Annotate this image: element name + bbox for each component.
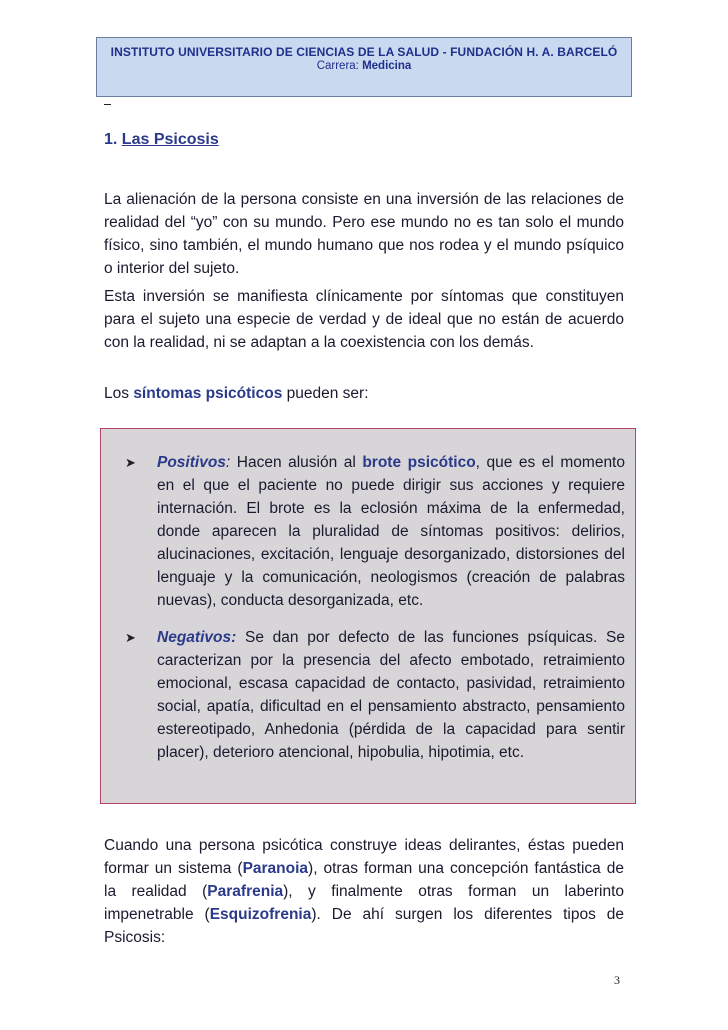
page-number: 3	[614, 973, 620, 987]
page-header	[96, 37, 632, 97]
keyword-parafrenia: Parafrenia	[207, 883, 284, 900]
paragraph-1: La alienación de la persona consiste en una inversión de las relaciones de realidad del “yo” con su mundo. Pero ese mundo no es tan solo el mundo físico, sino también, el mundo humano que nos rodea y el mundo psíquico o interior del sujeto.	[104, 191, 624, 277]
arrow-bullet-icon: ➤	[125, 630, 136, 645]
divider-dash	[104, 104, 111, 105]
section-title-text: Las Psicosis	[121, 131, 219, 148]
bullet-positivos-colon: :	[225, 454, 231, 471]
career-label: Carrera:	[316, 60, 359, 72]
bullet-positivos-post: , que es el momento en el que el paciente no puede dirigir sus acciones y requiere internación. El brote es la eclosión máxima de la enfermedad, donde aparecen la pluralidad de síntomas positivos: delirios, alucinaciones, excitación, lenguaje desorganizado, distorsiones del lenguaje y la comunicación, neologismos (creación de palabras nuevas), conducta desorganizada, etc.	[157, 454, 625, 609]
closing-a: Cuando una persona psicótica construye ideas delirantes, éstas pueden formar un sistema (	[104, 837, 624, 877]
career-line	[97, 60, 631, 72]
bullet-negativos-text	[157, 626, 625, 764]
closing-b: ), otras forman una concepción fantástica de la realidad (	[104, 860, 624, 900]
bullet-positivos	[125, 451, 625, 612]
paragraph-3-post: pueden ser:	[286, 385, 369, 402]
paragraph-3-keyword: síntomas psicóticos	[133, 385, 283, 402]
institution-name: INSTITUTO UNIVERSITARIO DE CIENCIAS DE LA SALUD - FUNDACIÓN H. A. BARCELÓ	[110, 45, 618, 59]
bullet-positivos-pre: Hacen alusión al	[236, 454, 356, 471]
bullet-negativos-body: Se dan por defecto de las funciones psíquicas. Se caracterizan por la presencia del afecto embotado, retraimiento emocional, escasa capacidad de contacto, pasividad, retraimiento social, apatía, dificultad en el pensamiento abstracto, pensamiento estereotipado, Anhedonia (pérdida de la capacidad para sentir placer), deterioro atencional, hipobulia, hipotimia, etc.	[157, 629, 626, 761]
bullet-positivos-text	[157, 451, 625, 612]
section-number: 1.	[104, 131, 118, 148]
closing-c: ), y finalmente otras forman un laberinto impenetrable (	[104, 883, 624, 923]
paragraph-3	[104, 382, 624, 405]
keyword-paranoia: Paranoia	[242, 860, 309, 877]
paragraph-3-pre: Los	[104, 385, 129, 402]
bullet-positivos-keyword: brote psicótico	[362, 454, 476, 471]
paragraph-2: Esta inversión se manifiesta clínicamente por síntomas que constituyen para el sujeto una especie de verdad y de ideal que no están de acuerdo con la realidad, ni se adaptan a la coexistencia con los demás.	[104, 288, 624, 351]
closing-d: ). De ahí surgen los diferentes tipos de Psicosis:	[104, 906, 625, 946]
section-title	[104, 131, 219, 149]
symptoms-box	[100, 428, 636, 804]
bullet-positivos-lead: Positivos	[157, 454, 226, 471]
closing-paragraph	[104, 834, 624, 949]
arrow-bullet-icon: ➤	[125, 455, 136, 470]
career-value: Medicina	[362, 60, 412, 72]
bullet-negativos-lead: Negativos:	[157, 629, 237, 646]
keyword-esquizofrenia: Esquizofrenia	[209, 906, 312, 923]
bullet-negativos	[125, 626, 625, 764]
